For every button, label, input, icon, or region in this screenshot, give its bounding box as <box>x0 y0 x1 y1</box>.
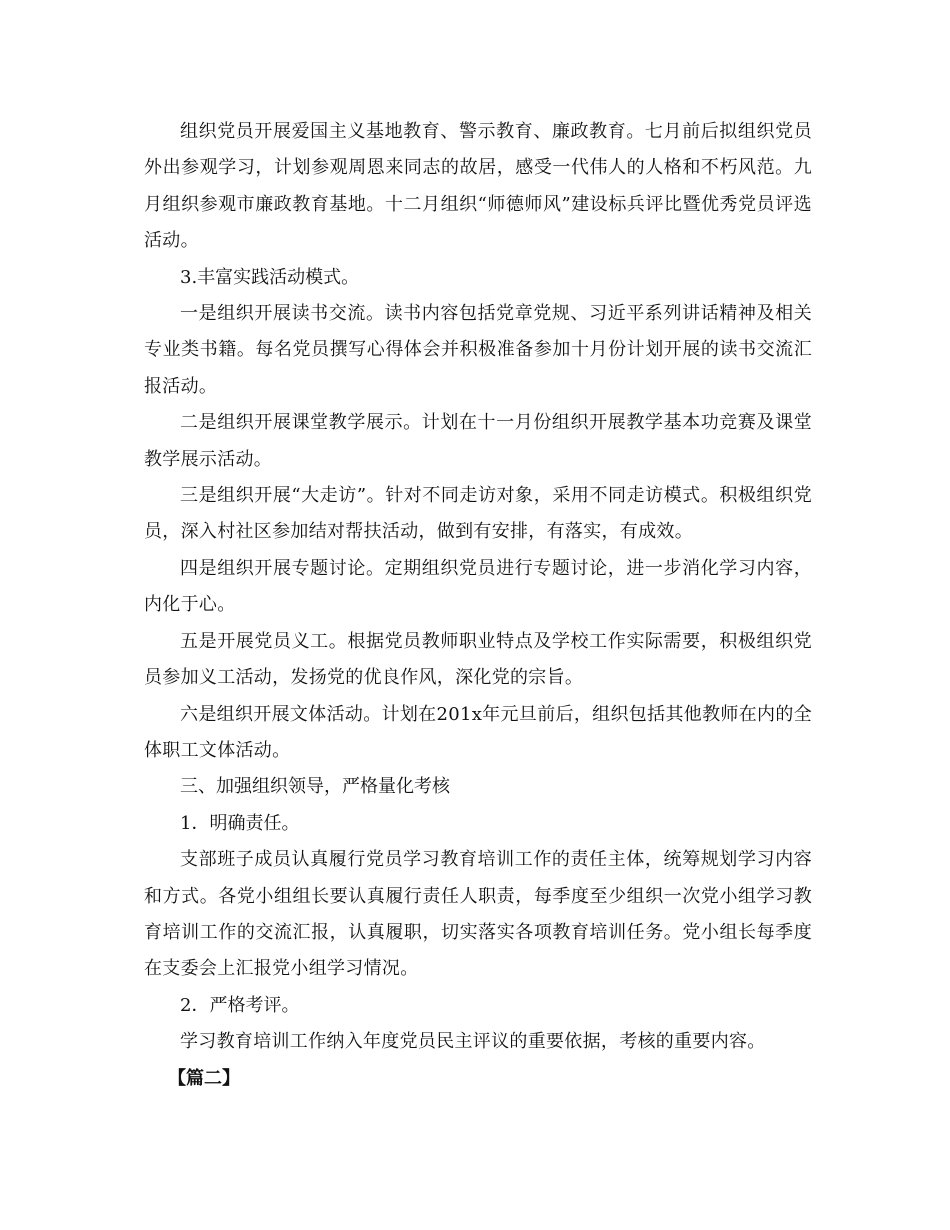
subheading-strict-evaluation: 2．严格考评。 <box>180 994 300 1016</box>
paragraph-patriotic-education: 组织党员开展爱国主义基地教育、警示教育、廉政教育。七月前后拟组织党员外出参观学习，计划参观周恩来同志的故居，感受一代伟人的人格和不朽风范。九月组织参观市廉政教育基地。十二月组织“师德师风”建设标兵评比暨优秀党员评选活动。 <box>144 121 812 252</box>
paragraph-classroom-teaching: 二是组织开展课堂教学展示。计划在十一月份组织开展教学基本功竞赛及课堂教学展示活动。 <box>144 412 812 470</box>
paragraph-big-visit: 三是组织开展“大走访”。针对不同走访对象，采用不同走访模式。积极组织党员，深入村社区参加结对帮扶活动，做到有安排，有落实，有成效。 <box>144 485 812 543</box>
subheading-practice-activities: 3.丰富实践活动模式。 <box>180 266 360 288</box>
paragraph-cultural-sports: 六是组织开展文体活动。计划在201x年元旦前后，组织包括其他教师在内的全体职工文体活动。 <box>144 703 812 761</box>
subheading-clarify-responsibility: 1．明确责任。 <box>180 812 300 834</box>
paragraph-volunteer-work: 五是开展党员义工。根据党员教师职业特点及学校工作实际需要，积极组织党员参加义工活动，发扬党的优良作风，深化党的宗旨。 <box>144 630 812 689</box>
paragraph-topic-discussion: 四是组织开展专题讨论。定期组织党员进行专题讨论，进一步消化学习内容，内化于心。 <box>144 557 812 616</box>
document-page <box>144 114 812 1097</box>
paragraph-evaluation-details: 学习教育培训工作纳入年度党员民主评议的重要依据，考核的重要内容。 <box>180 1031 766 1053</box>
paragraph-reading-exchange: 一是组织开展读书交流。读书内容包括党章党规、习近平系列讲话精神及相关专业类书籍。每名党员撰写心得体会并积极准备参加十月份计划开展的读书交流汇报活动。 <box>144 303 812 397</box>
section-marker-part-two: 【篇二】 <box>168 1067 240 1089</box>
paragraph-responsibility-details: 支部班子成员认真履行党员学习教育培训工作的责任主体，统筹规划学习内容和方式。各党小组组长要认真履行责任人职责，每季度至少组织一次党小组学习教育培训工作的交流汇报，认真履职，切实落实各项教育培训任务。党小组长每季度在支委会上汇报党小组学习情况。 <box>144 849 812 980</box>
section-heading-leadership: 三、加强组织领导，严格量化考核 <box>180 776 450 798</box>
